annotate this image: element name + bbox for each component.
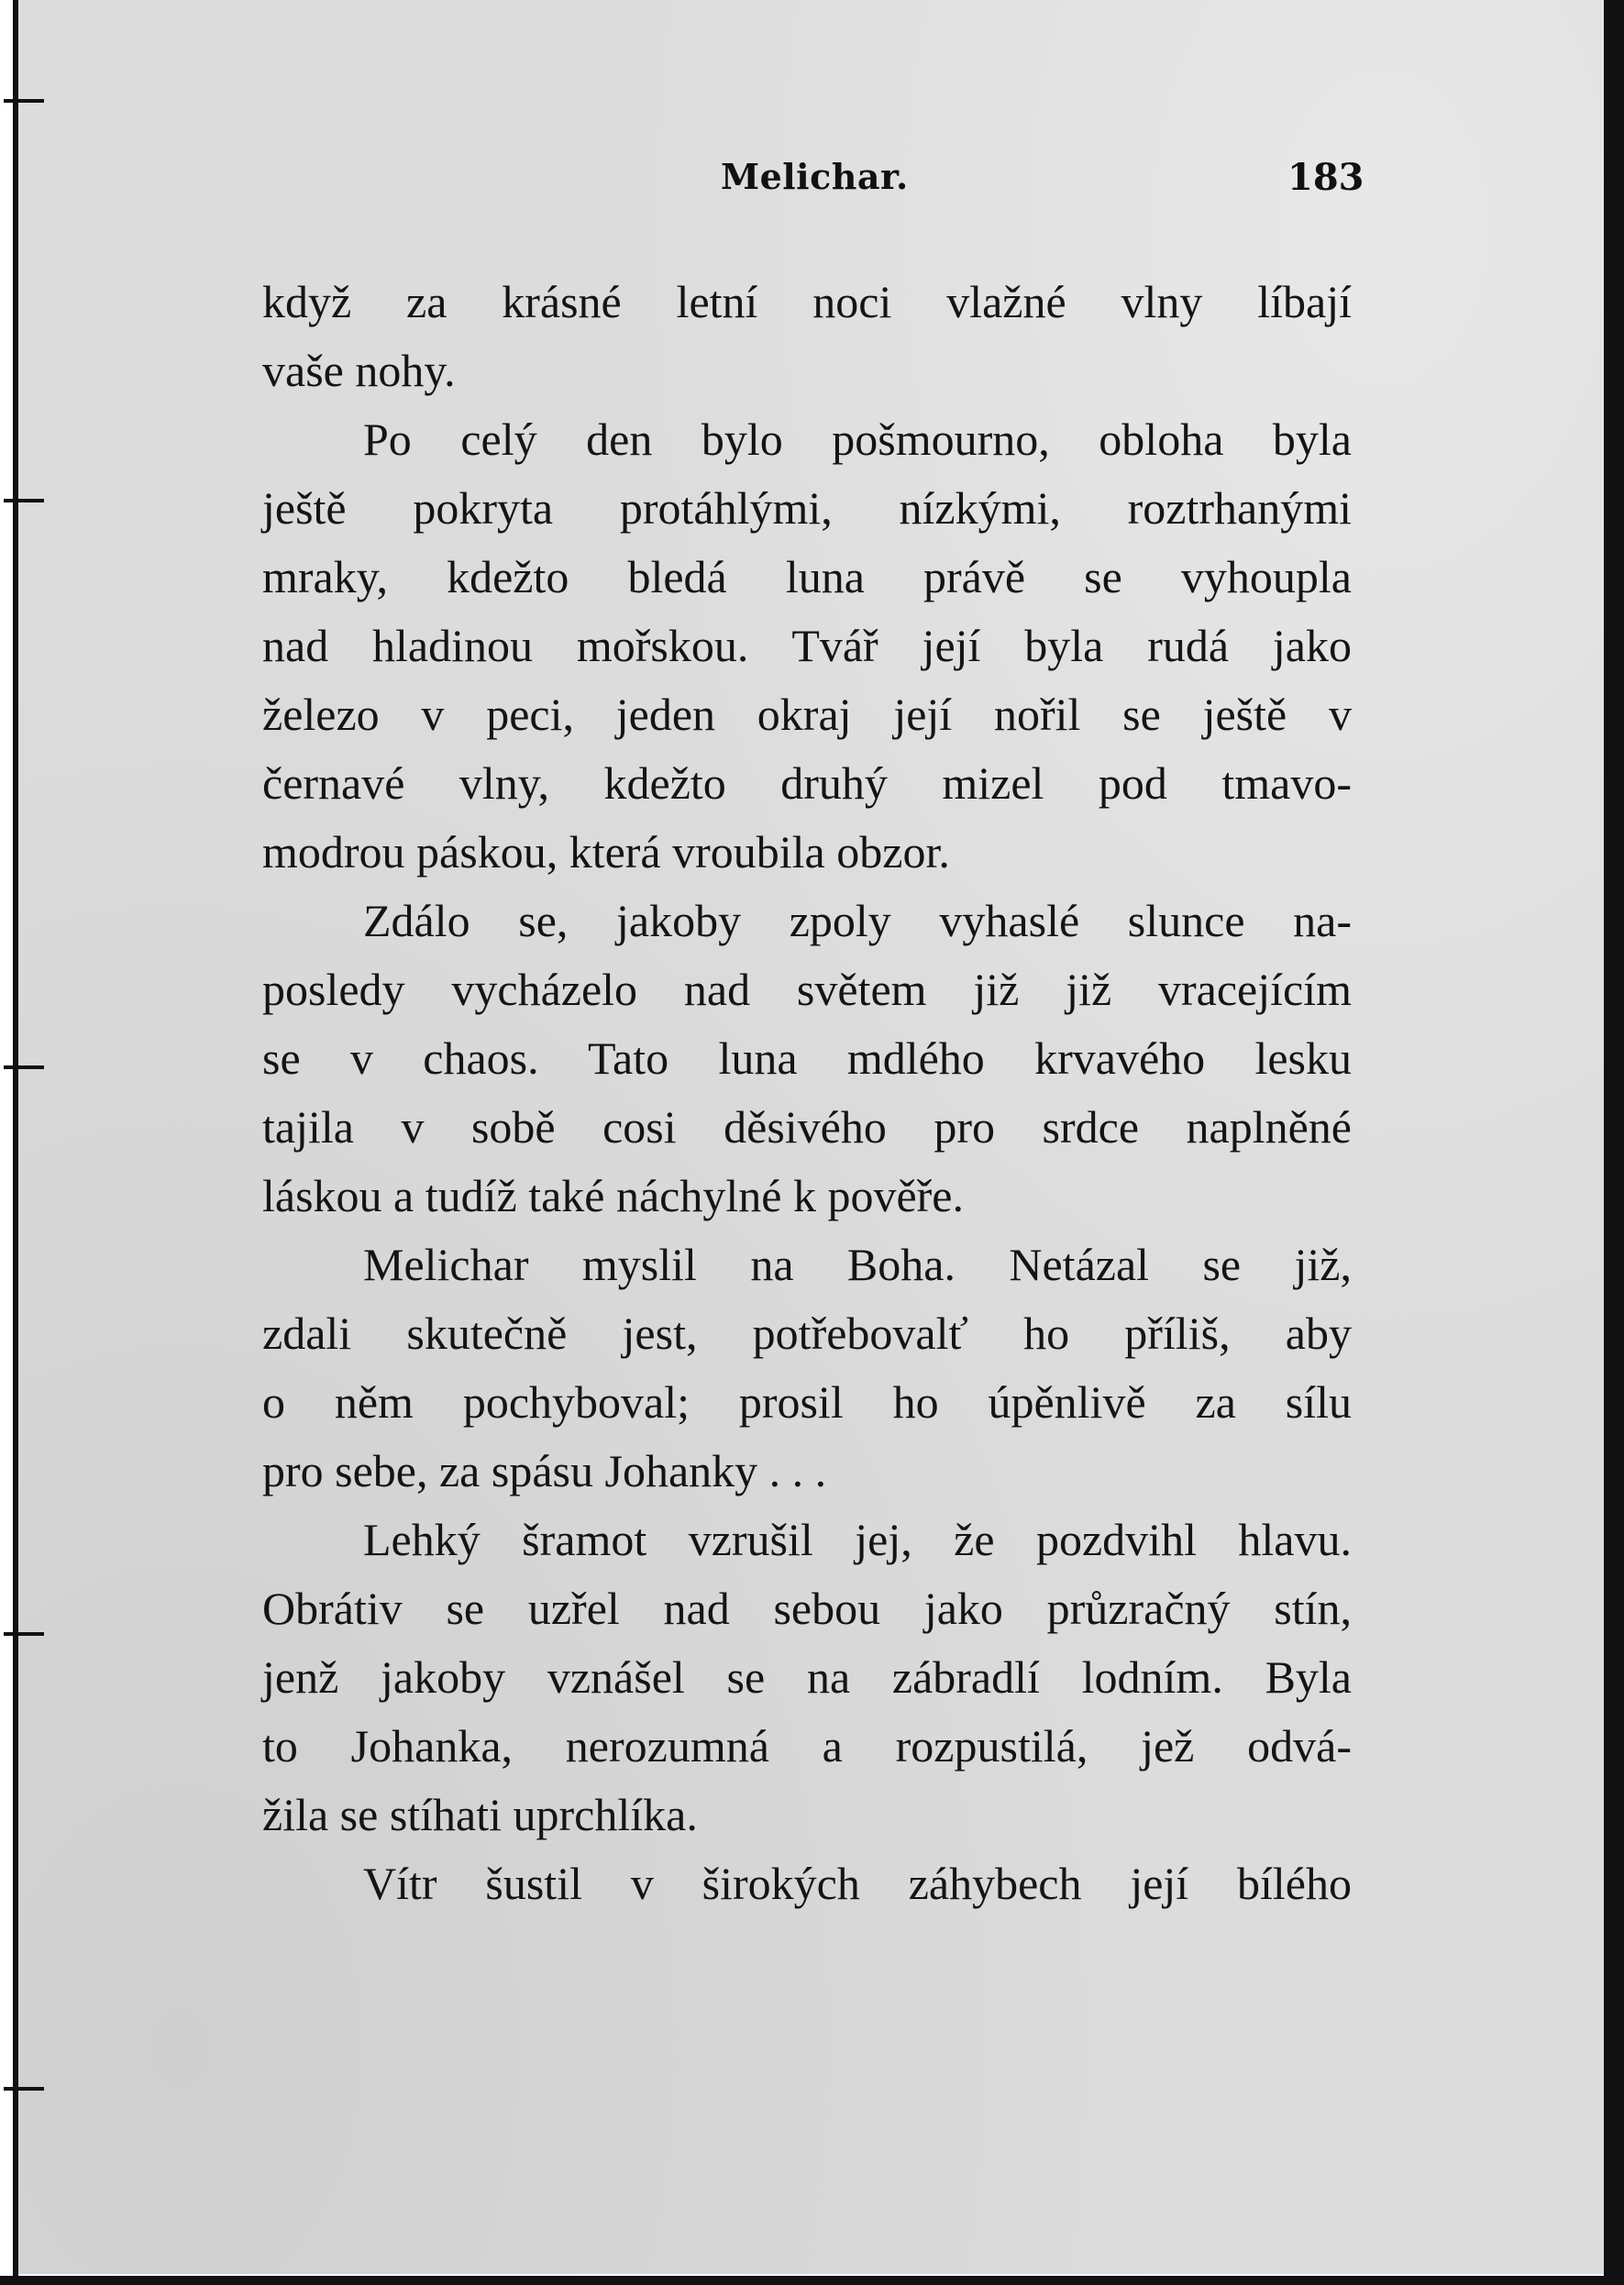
text-line: modrou páskou, která vroubila obzor. <box>262 826 950 878</box>
text-line: Obrátiv se uzřel nad sebou jako průzračný stín, <box>262 1583 1352 1634</box>
text-line: když za krásné letní noci vlažné vlny líbají <box>262 276 1352 327</box>
text-line: žila se stíhati uprchlíka. <box>262 1789 698 1840</box>
scan-border-bottom <box>0 2276 1624 2285</box>
text-line: zdali skutečně jest, potřebovalť ho příliš, aby <box>262 1308 1352 1359</box>
binding-stitch-mark <box>4 95 50 106</box>
text-line: ještě pokryta protáhlými, nízkými, roztrhanými <box>262 482 1352 534</box>
text-line: vaše nohy. <box>262 345 456 396</box>
text-line: láskou a tudíž také náchylné k pověře. <box>262 1170 964 1221</box>
binding-stitch-mark <box>4 495 50 506</box>
binding-stitch-mark <box>4 2083 50 2094</box>
text-line: jenž jakoby vznášel se na zábradlí lodním. Byla <box>262 1651 1352 1703</box>
binding-stitch-mark <box>4 1628 50 1639</box>
text-line: nad hladinou mořskou. Tvář její byla rudá jako <box>262 620 1352 671</box>
binding-edge <box>13 0 18 2285</box>
page-header <box>0 156 1624 211</box>
text-line: Zdálo se, jakoby zpoly vyhaslé slunce na- <box>363 895 1352 946</box>
text-line: o něm pochyboval; prosil ho úpěnlivě za sílu <box>262 1376 1352 1428</box>
text-line: posledy vycházelo nad světem již již vracejícím <box>262 964 1352 1015</box>
text-line: se v chaos. Tato luna mdlého krvavého lesku <box>262 1032 1352 1084</box>
page-number: 183 <box>1287 156 1364 199</box>
scan-border-right <box>1604 0 1624 2285</box>
text-line: černavé vlny, kdežto druhý mizel pod tmavo- <box>262 757 1352 809</box>
text-line: železo v peci, jeden okraj její nořil se ještě v <box>262 689 1352 740</box>
text-line: Po celý den bylo pošmourno, obloha byla <box>363 414 1352 465</box>
body-text <box>262 268 1352 1918</box>
running-head: Melichar. <box>721 156 909 197</box>
text-line: mraky, kdežto bledá luna právě se vyhoupla <box>262 551 1352 602</box>
text-line: pro sebe, za spásu Johanky . . . <box>262 1445 827 1496</box>
binding-stitch-mark <box>4 1062 50 1073</box>
text-line: Vítr šustil v širokých záhybech její bílého <box>363 1858 1352 1909</box>
text-line: Lehký šramot vzrušil jej, že pozdvihl hlavu. <box>363 1514 1352 1565</box>
text-line: tajila v sobě cosi děsivého pro srdce naplněné <box>262 1101 1352 1153</box>
text-line: Melichar myslil na Boha. Netázal se již, <box>363 1239 1352 1290</box>
text-line: to Johanka, nerozumná a rozpustilá, jež odvá- <box>262 1720 1352 1772</box>
